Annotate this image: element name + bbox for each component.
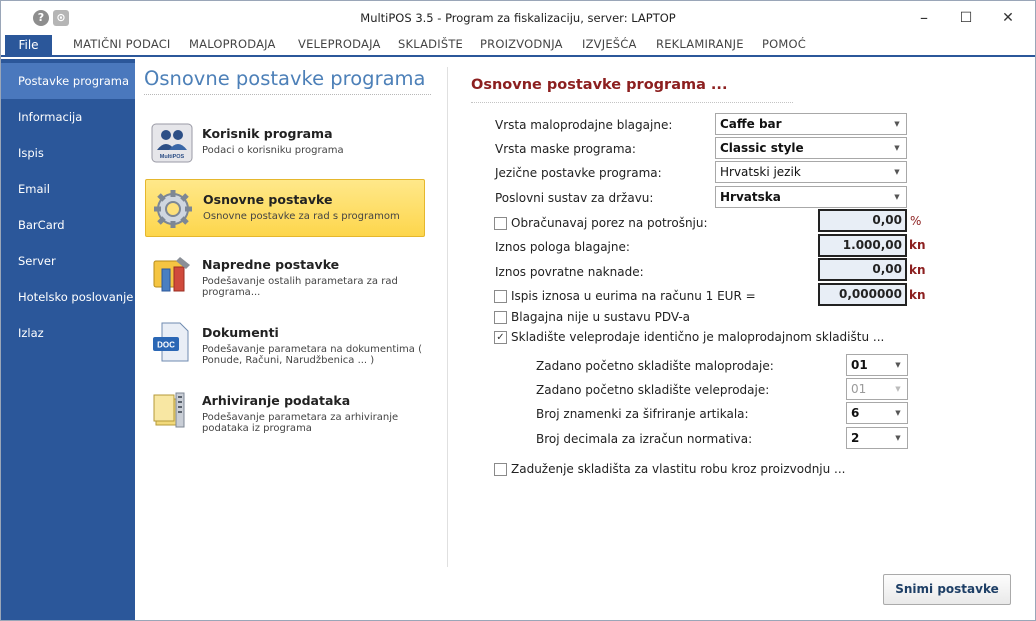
sidebar bbox=[1, 59, 135, 621]
window-title: MultiPOS 3.5 - Program za fiskalizaciju, server: LAPTOP bbox=[360, 11, 676, 25]
checkbox-skladiste-identicno[interactable]: ✓ bbox=[494, 331, 507, 344]
card-osnovne-postavke[interactable] bbox=[145, 179, 425, 237]
input-naknada[interactable]: 0,00 bbox=[818, 258, 907, 281]
menu-izvjesca[interactable]: IZVJEŠĆA bbox=[582, 37, 637, 51]
sidebar-item-postavke-programa[interactable]: Postavke programa bbox=[1, 63, 135, 99]
label-vrsta-blagajne: Vrsta maloprodajne blagajne: bbox=[495, 118, 673, 132]
card-description: Podešavanje ostalih parametara za rad programa... bbox=[202, 276, 398, 298]
archive-icon bbox=[150, 389, 194, 431]
chevron-down-icon: ▼ bbox=[895, 361, 901, 369]
card-description: Osnovne postavke za rad s programom bbox=[203, 211, 400, 222]
title-bar bbox=[1, 1, 1035, 35]
checkbox-porez[interactable] bbox=[494, 217, 507, 230]
combo-value: 01 bbox=[851, 358, 868, 372]
tools-icon bbox=[150, 253, 194, 295]
maximize-button[interactable]: ☐ bbox=[959, 10, 973, 26]
card-napredne-postavke[interactable] bbox=[145, 245, 425, 303]
card-arhiviranje-podataka[interactable] bbox=[145, 381, 425, 439]
menu-skladiste[interactable]: SKLADIŠTE bbox=[398, 37, 464, 51]
combo-value: Hrvatska bbox=[720, 190, 781, 204]
label-decimale: Broj decimala za izračun normativa: bbox=[536, 432, 753, 446]
input-eur-tecaj[interactable]: 0,000000 bbox=[818, 283, 907, 306]
label-jezik: Jezične postavke programa: bbox=[495, 166, 662, 180]
menu-bar bbox=[1, 35, 1035, 57]
input-porez[interactable]: 0,00 bbox=[818, 209, 907, 232]
menu-maticni-podaci[interactable]: MATIČNI PODACI bbox=[73, 37, 171, 51]
users-icon-label: MultiPOS bbox=[159, 154, 185, 160]
input-polog[interactable]: 1.000,00 bbox=[818, 234, 907, 257]
sidebar-item-informacija[interactable]: Informacija bbox=[18, 110, 83, 124]
label-porez: Obračunavaj porez na potrošnju: bbox=[511, 216, 708, 230]
label-pdv: Blagajna nije u sustavu PDV-a bbox=[511, 310, 691, 324]
title-divider bbox=[144, 94, 431, 95]
chevron-down-icon: ▼ bbox=[895, 409, 901, 417]
menu-pomoc[interactable]: POMOĆ bbox=[762, 37, 806, 51]
unit-percent: % bbox=[910, 214, 922, 228]
section-title: Osnovne postavke programa bbox=[144, 67, 426, 90]
combo-decimale[interactable] bbox=[846, 427, 908, 449]
sidebar-item-server[interactable]: Server bbox=[18, 254, 56, 268]
card-title: Napredne postavke bbox=[202, 257, 340, 272]
card-description: Podešavanje parametara na dokumentima ( Ponude, Računi, Narudžbenica ... ) bbox=[202, 344, 423, 366]
label-eur: Ispis iznosa u eurima na računu 1 EUR = bbox=[511, 289, 756, 303]
menu-maloprodaja[interactable]: MALOPRODAJA bbox=[189, 37, 276, 51]
settings-title-divider bbox=[471, 102, 793, 103]
sidebar-item-izlaz[interactable]: Izlaz bbox=[18, 326, 44, 340]
label-polog: Iznos pologa blagajne: bbox=[495, 240, 630, 254]
chevron-down-icon: ▼ bbox=[895, 385, 901, 393]
menu-reklamiranje[interactable]: REKLAMIRANJE bbox=[656, 37, 744, 51]
minimize-button[interactable]: – bbox=[920, 8, 928, 27]
combo-value: Caffe bar bbox=[720, 117, 782, 131]
label-naknada: Iznos povratne naknade: bbox=[495, 265, 644, 279]
chevron-down-icon: ▼ bbox=[894, 193, 900, 201]
menu-veleprodaja[interactable]: VELEPRODAJA bbox=[298, 37, 381, 51]
label-skladiste-identicno: Skladište veleprodaje identično je maloprodajnom skladištu ... bbox=[511, 330, 885, 344]
combo-sklad-mp[interactable] bbox=[846, 354, 908, 376]
sidebar-item-ispis[interactable]: Ispis bbox=[18, 146, 44, 160]
combo-value: Hrvatski jezik bbox=[720, 165, 801, 179]
chevron-down-icon: ▼ bbox=[894, 144, 900, 152]
card-title: Korisnik programa bbox=[202, 126, 333, 141]
combo-sustav[interactable] bbox=[715, 186, 907, 208]
users-icon bbox=[150, 122, 194, 164]
checkbox-eur[interactable] bbox=[494, 290, 507, 303]
close-button[interactable]: ✕ bbox=[1002, 10, 1014, 26]
label-zaduzenje: Zaduženje skladišta za vlastitu robu kroz proizvodnju ... bbox=[511, 462, 846, 476]
checkbox-pdv[interactable] bbox=[494, 311, 507, 324]
file-menu[interactable]: File bbox=[5, 35, 52, 57]
sidebar-item-email[interactable]: Email bbox=[18, 182, 50, 196]
label-sustav: Poslovni sustav za državu: bbox=[495, 191, 654, 205]
label-znamenke: Broj znamenki za šifriranje artikala: bbox=[536, 407, 749, 421]
chevron-down-icon: ▼ bbox=[894, 168, 900, 176]
card-title: Dokumenti bbox=[202, 325, 279, 340]
card-description: Podaci o korisniku programa bbox=[202, 145, 344, 156]
card-title: Arhiviranje podataka bbox=[202, 393, 351, 408]
card-korisnik-programa[interactable] bbox=[145, 114, 425, 172]
card-dokumenti[interactable] bbox=[145, 313, 425, 371]
settings-title: Osnovne postavke programa ... bbox=[471, 77, 728, 93]
label-sklad-mp: Zadano početno skladište maloprodaje: bbox=[536, 359, 774, 373]
card-description: Podešavanje parametara za arhiviranje podataka iz programa bbox=[202, 412, 399, 434]
combo-value: Classic style bbox=[720, 141, 804, 155]
save-button[interactable]: Snimi postavke bbox=[883, 574, 1011, 605]
combo-vrsta-blagajne[interactable] bbox=[715, 113, 907, 135]
combo-value: 01 bbox=[851, 382, 867, 396]
document-icon bbox=[150, 321, 194, 363]
panel-divider bbox=[447, 67, 448, 567]
chevron-down-icon: ▼ bbox=[894, 120, 900, 128]
checkbox-zaduzenje[interactable] bbox=[494, 463, 507, 476]
combo-jezik[interactable] bbox=[715, 161, 907, 183]
gear-icon bbox=[151, 188, 195, 230]
chevron-down-icon: ▼ bbox=[895, 434, 901, 442]
sidebar-item-barcard[interactable]: BarCard bbox=[18, 218, 65, 232]
sidebar-item-hotelsko-poslovanje[interactable]: Hotelsko poslovanje bbox=[18, 290, 134, 304]
combo-vrsta-maske[interactable] bbox=[715, 137, 907, 159]
document-icon-label: DOC bbox=[157, 340, 175, 350]
info-icon[interactable]: ⊙ bbox=[53, 10, 69, 26]
combo-sklad-vp bbox=[846, 378, 908, 400]
label-sklad-vp: Zadano početno skladište veleprodaje: bbox=[536, 383, 770, 397]
combo-znamenke[interactable] bbox=[846, 402, 908, 424]
unit-kn: kn bbox=[909, 238, 926, 252]
combo-value: 6 bbox=[851, 406, 860, 420]
card-title: Osnovne postavke bbox=[203, 192, 333, 207]
unit-kn: kn bbox=[909, 288, 926, 302]
label-vrsta-maske: Vrsta maske programa: bbox=[495, 142, 636, 156]
menu-proizvodnja[interactable]: PROIZVODNJA bbox=[480, 37, 563, 51]
help-icon[interactable]: ? bbox=[33, 10, 49, 26]
combo-value: 2 bbox=[851, 431, 860, 445]
unit-kn: kn bbox=[909, 263, 926, 277]
